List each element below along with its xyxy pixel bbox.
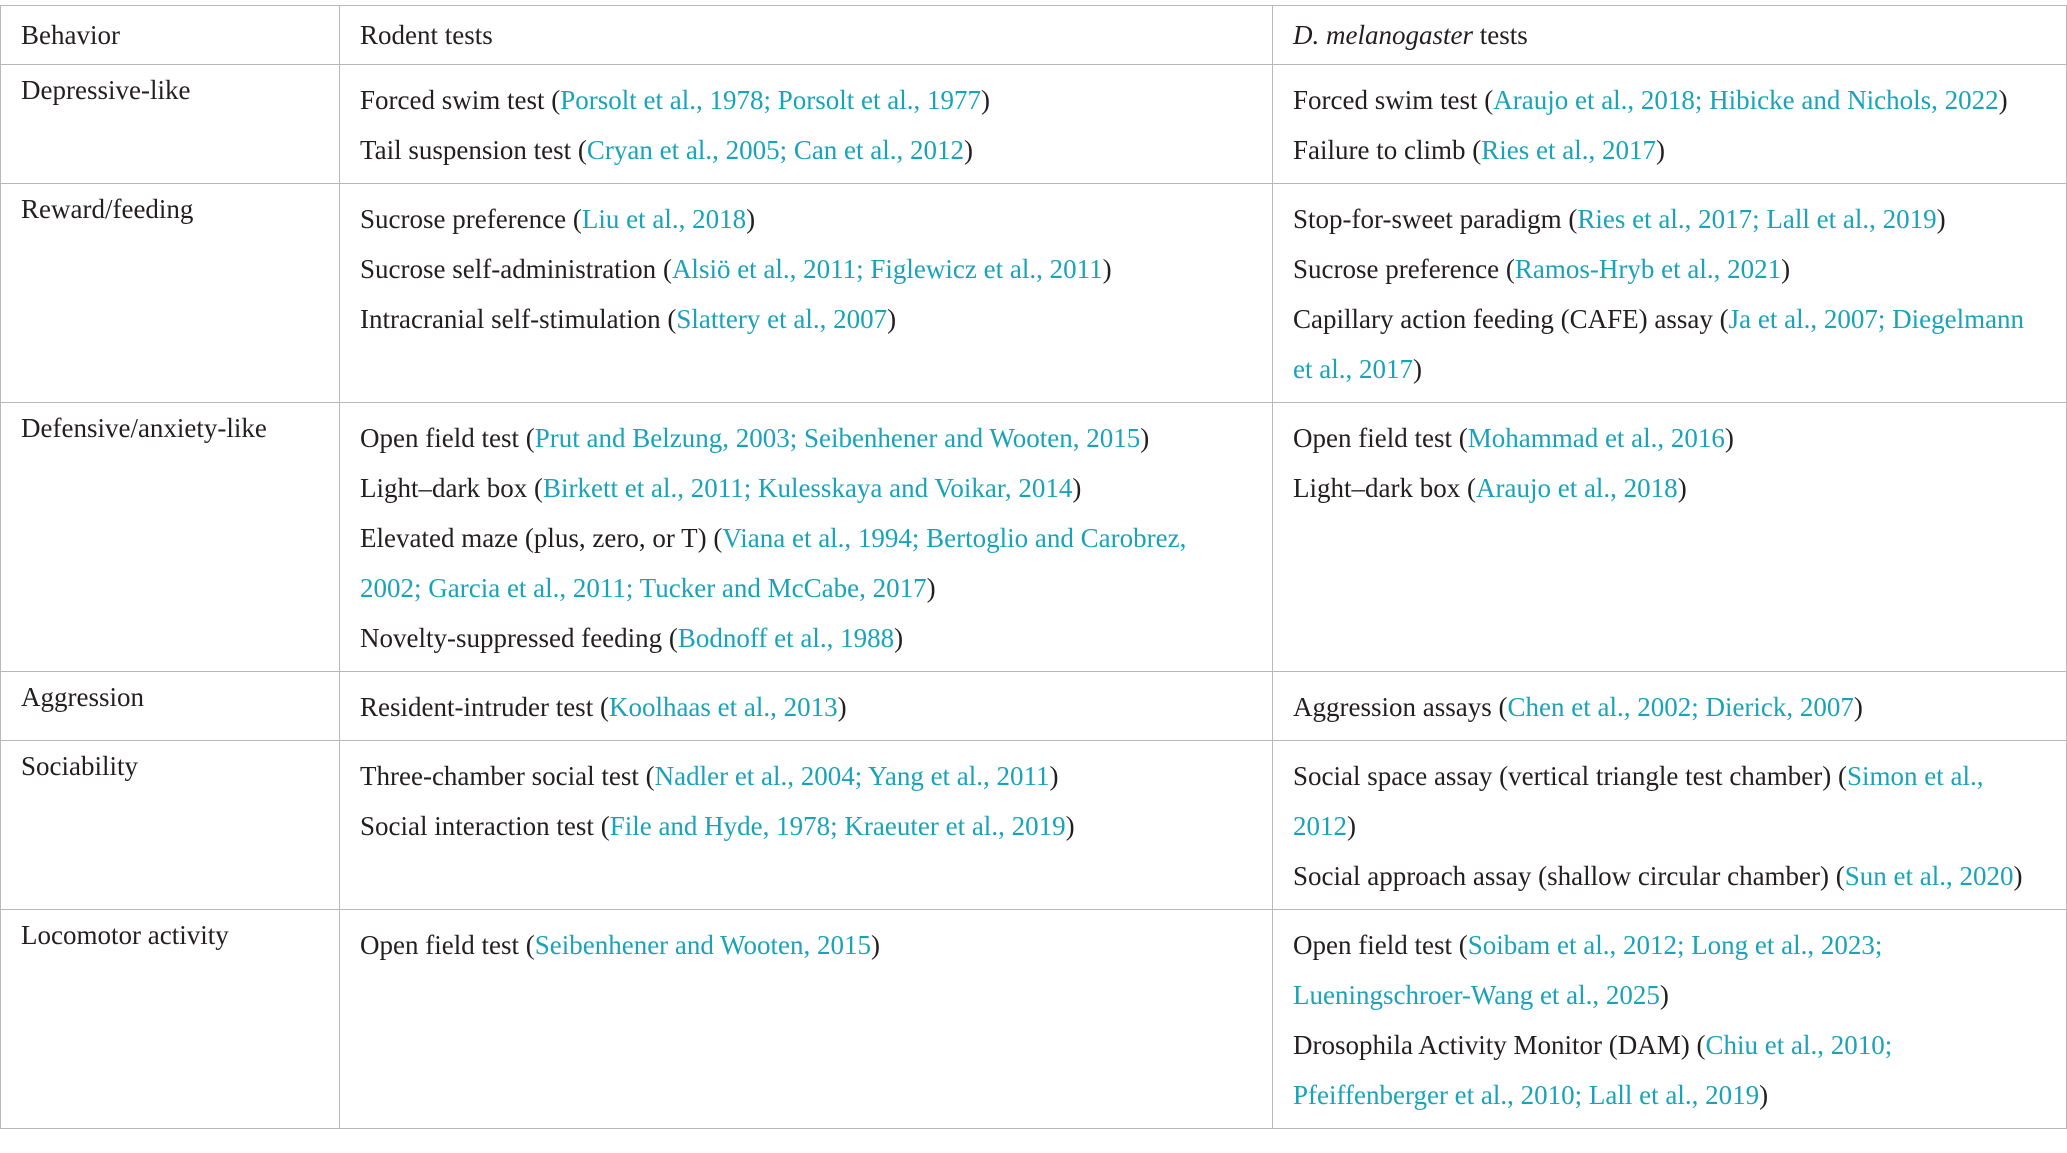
citation-link[interactable]: Koolhaas et al., 2013	[608, 692, 838, 722]
citation-link[interactable]: Simon et al., 2012	[1293, 761, 1984, 841]
test-name: Social space assay (vertical triangle test chamber)	[1293, 761, 1832, 791]
citation-link[interactable]: Soibam et al., 2012; Long et al., 2023; Lueningschroer-Wang et al., 2025	[1293, 930, 1883, 1010]
fly-test-entry: Open field test (Soibam et al., 2012; Long et al., 2023; Lueningschroer-Wang et al., 2025)	[1293, 930, 1883, 1010]
fly-tests-cell	[1273, 184, 2067, 403]
table-row	[1, 672, 2067, 741]
rodent-test-entry: Three-chamber social test (Nadler et al., 2004; Yang et al., 2011)	[360, 761, 1059, 791]
fly-test-entry: Stop-for-sweet paradigm (Ries et al., 2017; Lall et al., 2019)	[1293, 204, 1946, 234]
fly-tests-cell	[1273, 672, 2067, 741]
rodent-tests-cell	[340, 672, 1273, 741]
table-row	[1, 65, 2067, 184]
citation-link[interactable]: File and Hyde, 1978; Kraeuter et al., 2019	[609, 811, 1066, 841]
table-header	[1, 6, 2067, 65]
fly-test-entry: Light–dark box (Araujo et al., 2018)	[1293, 473, 1687, 503]
test-name: Sucrose preference	[1293, 254, 1500, 284]
header-behavior: Behavior	[1, 6, 340, 65]
rodent-tests-cell	[340, 184, 1273, 403]
rodent-test-entry: Resident-intruder test (Koolhaas et al., 2013)	[360, 692, 847, 722]
behavior-tests-table	[0, 5, 2067, 1129]
test-name: Social interaction test	[360, 811, 594, 841]
citation-link[interactable]: Bodnoff et al., 1988	[677, 623, 895, 653]
citation-link[interactable]: Birkett et al., 2011; Kulesskaya and Voikar, 2014	[542, 473, 1073, 503]
rodent-test-entry: Sucrose preference (Liu et al., 2018)	[360, 204, 756, 234]
fly-tests-cell	[1273, 910, 2067, 1129]
test-name: Social approach assay (shallow circular chamber)	[1293, 861, 1830, 891]
test-name: Forced swim test	[1293, 85, 1478, 115]
test-name: Open field test	[1293, 423, 1452, 453]
fly-test-entry: Open field test (Mohammad et al., 2016)	[1293, 423, 1734, 453]
test-name: Drosophila Activity Monitor (DAM)	[1293, 1030, 1690, 1060]
fly-test-entry: Drosophila Activity Monitor (DAM) (Chiu et al., 2010; Pfeiffenberger et al., 2010; Lall et al., 2019)	[1293, 1030, 1893, 1110]
behavior-cell: Sociability	[1, 741, 340, 910]
citation-link[interactable]: Porsolt et al., 1978; Porsolt et al., 1977	[560, 85, 981, 115]
rodent-test-entry: Sucrose self-administration (Alsiö et al., 2011; Figlewicz et al., 2011)	[360, 254, 1112, 284]
rodent-test-entry: Open field test (Prut and Belzung, 2003; Seibenhener and Wooten, 2015)	[360, 423, 1150, 453]
behavior-cell: Reward/feeding	[1, 184, 340, 403]
citation-link[interactable]: Alsiö et al., 2011; Figlewicz et al., 2011	[671, 254, 1103, 284]
test-name: Sucrose preference	[360, 204, 567, 234]
citation-link[interactable]: Araujo et al., 2018; Hibicke and Nichols, 2022	[1493, 85, 1999, 115]
rodent-test-entry: Intracranial self-stimulation (Slattery et al., 2007)	[360, 304, 897, 334]
header-fly-tests	[1273, 6, 2067, 65]
rodent-test-entry: Elevated maze (plus, zero, or T) (Viana et al., 1994; Bertoglio and Carobrez, 2002; Garcia et al., 2011; Tucker and McCabe, 2017)	[360, 523, 1187, 603]
rodent-tests-cell	[340, 65, 1273, 184]
fly-test-entry: Forced swim test (Araujo et al., 2018; Hibicke and Nichols, 2022)	[1293, 85, 2008, 115]
test-name: Open field test	[360, 423, 519, 453]
citation-link[interactable]: Araujo et al., 2018	[1475, 473, 1678, 503]
test-name: Resident-intruder test	[360, 692, 594, 722]
behavior-cell: Locomotor activity	[1, 910, 340, 1129]
rodent-tests-cell	[340, 403, 1273, 672]
table-row	[1, 403, 2067, 672]
test-name: Sucrose self-administration	[360, 254, 657, 284]
test-name: Aggression assays	[1293, 692, 1492, 722]
fly-tests-cell	[1273, 65, 2067, 184]
behavior-cell: Defensive/anxiety-like	[1, 403, 340, 672]
table-body	[1, 65, 2067, 1129]
citation-link[interactable]: Nadler et al., 2004; Yang et al., 2011	[654, 761, 1050, 791]
rodent-test-entry: Forced swim test (Porsolt et al., 1978; Porsolt et al., 1977)	[360, 85, 990, 115]
test-name: Light–dark box	[360, 473, 528, 503]
rodent-test-entry: Open field test (Seibenhener and Wooten, 2015)	[360, 930, 880, 960]
fly-test-entry: Social space assay (vertical triangle test chamber) (Simon et al., 2012)	[1293, 761, 1984, 841]
fly-test-entry: Capillary action feeding (CAFE) assay (Ja et al., 2007; Diegelmann et al., 2017)	[1293, 304, 2025, 384]
test-name: Open field test	[1293, 930, 1452, 960]
citation-link[interactable]: Ramos-Hryb et al., 2021	[1514, 254, 1782, 284]
table-row	[1, 910, 2067, 1129]
behavior-cell: Aggression	[1, 672, 340, 741]
citation-link[interactable]: Chiu et al., 2010; Pfeiffenberger et al., 2010; Lall et al., 2019	[1293, 1030, 1893, 1110]
test-name: Tail suspension test	[360, 135, 572, 165]
header-row	[1, 6, 2067, 65]
citation-link[interactable]: Cryan et al., 2005; Can et al., 2012	[586, 135, 965, 165]
rodent-tests-cell	[340, 741, 1273, 910]
fly-tests-cell	[1273, 403, 2067, 672]
test-name: Intracranial self-stimulation	[360, 304, 661, 334]
test-name: Novelty-suppressed feeding	[360, 623, 663, 653]
fly-test-entry: Aggression assays (Chen et al., 2002; Dierick, 2007)	[1293, 692, 1863, 722]
fly-test-entry: Sucrose preference (Ramos-Hryb et al., 2021)	[1293, 254, 1791, 284]
citation-link[interactable]: Sun et al., 2020	[1844, 861, 2014, 891]
test-name: Elevated maze (plus, zero, or T)	[360, 523, 707, 553]
table-row	[1, 741, 2067, 910]
fly-test-entry: Social approach assay (shallow circular chamber) (Sun et al., 2020)	[1293, 861, 2023, 891]
fly-tests-cell	[1273, 741, 2067, 910]
test-name: Stop-for-sweet paradigm	[1293, 204, 1562, 234]
test-name: Capillary action feeding (CAFE) assay	[1293, 304, 1713, 334]
rodent-test-entry: Tail suspension test (Cryan et al., 2005; Can et al., 2012)	[360, 135, 974, 165]
test-name: Light–dark box	[1293, 473, 1461, 503]
test-name: Open field test	[360, 930, 519, 960]
citation-link[interactable]: Viana et al., 1994; Bertoglio and Carobrez, 2002; Garcia et al., 2011; Tucker and McCabe, 2017	[360, 523, 1187, 603]
table-row	[1, 184, 2067, 403]
citation-link[interactable]: Seibenhener and Wooten, 2015	[534, 930, 871, 960]
citation-link[interactable]: Chen et al., 2002; Dierick, 2007	[1507, 692, 1854, 722]
citation-link[interactable]: Ja et al., 2007; Diegelmann et al., 2017	[1293, 304, 2025, 384]
citation-link[interactable]: Prut and Belzung, 2003; Seibenhener and Wooten, 2015	[534, 423, 1141, 453]
citation-link[interactable]: Ries et al., 2017; Lall et al., 2019	[1577, 204, 1937, 234]
citation-link[interactable]: Ries et al., 2017	[1481, 135, 1656, 165]
header-fly-suffix: tests	[1472, 19, 1528, 50]
citation-link[interactable]: Slattery et al., 2007	[676, 304, 888, 334]
test-name: Three-chamber social test	[360, 761, 639, 791]
citation-link[interactable]: Mohammad et al., 2016	[1467, 423, 1725, 453]
rodent-test-entry: Novelty-suppressed feeding (Bodnoff et al., 1988)	[360, 623, 904, 653]
rodent-tests-cell	[340, 910, 1273, 1129]
header-fly-species: D. melanogaster	[1293, 19, 1473, 50]
rodent-test-entry: Social interaction test (File and Hyde, 1978; Kraeuter et al., 2019)	[360, 811, 1075, 841]
rodent-test-entry: Light–dark box (Birkett et al., 2011; Kulesskaya and Voikar, 2014)	[360, 473, 1082, 503]
fly-test-entry: Failure to climb (Ries et al., 2017)	[1293, 135, 1665, 165]
test-name: Failure to climb	[1293, 135, 1466, 165]
citation-link[interactable]: Liu et al., 2018	[581, 204, 747, 234]
behavior-cell: Depressive-like	[1, 65, 340, 184]
test-name: Forced swim test	[360, 85, 545, 115]
header-rodent-tests: Rodent tests	[340, 6, 1273, 65]
